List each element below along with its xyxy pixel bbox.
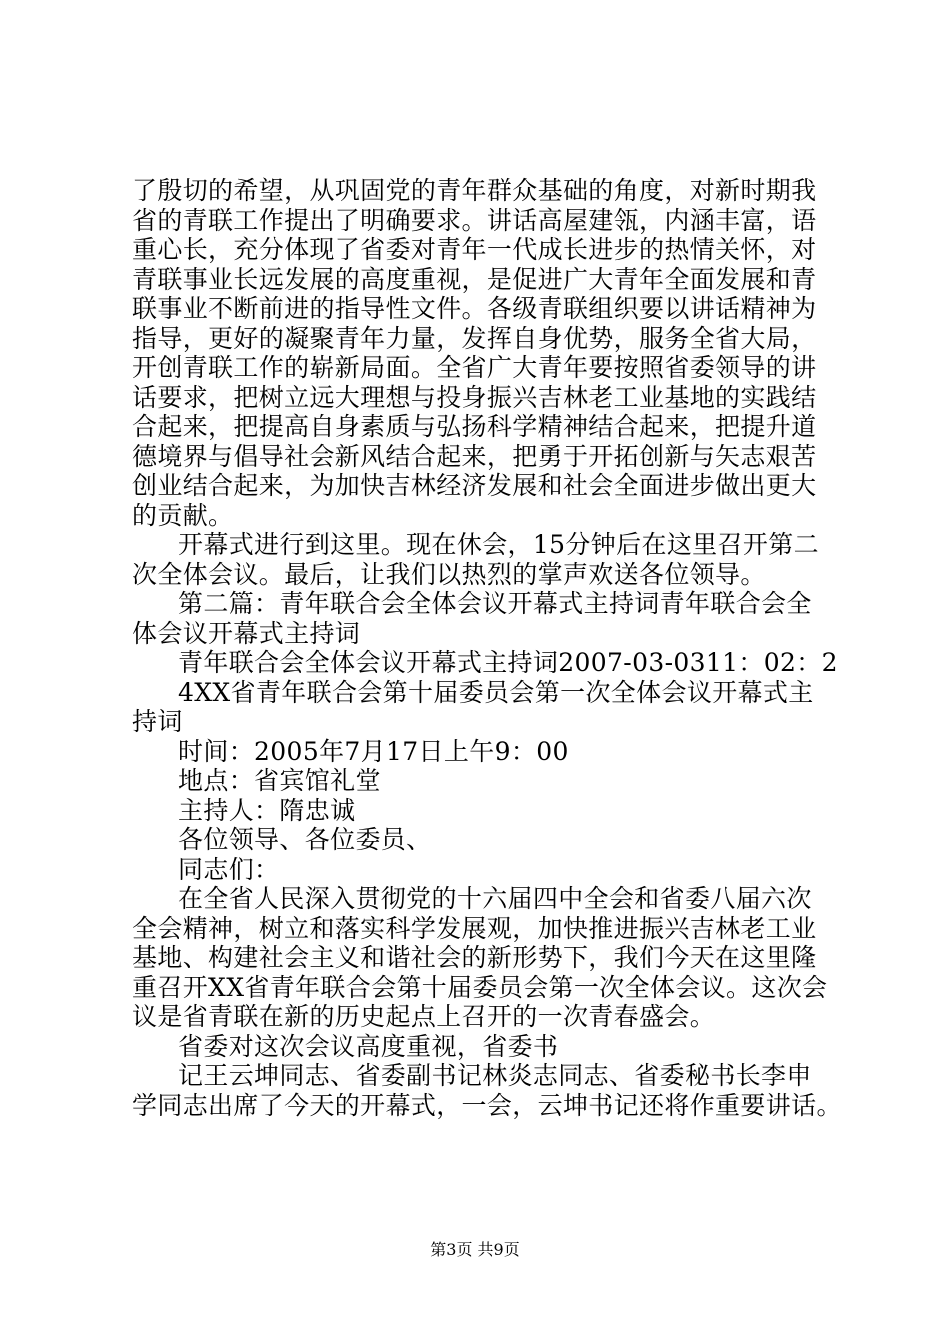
text-line: 主持人：隋忠诚 <box>178 795 356 825</box>
text-line: 联事业不断前进的指导性文件。各级青联组织要以讲话精神为 <box>132 294 817 323</box>
text-line: 地点：省宾馆礼堂 <box>178 766 381 795</box>
document-body <box>132 176 842 1120</box>
text-line: 重心长，充分体现了省委对青年一代成长进步的热情关怀，对 <box>132 235 817 264</box>
page-footer: 第3页 共9页 <box>430 1240 520 1259</box>
text-line: 第二篇：青年联合会全体会议开幕式主持词青年联合会全 <box>178 589 812 618</box>
text-line: 省的青联工作提出了明确要求。讲话高屋建瓴，内涵丰富，语 <box>132 205 817 235</box>
text-line: 青联事业长远发展的高度重视，是促进广大青年全面发展和青 <box>132 264 817 294</box>
text-line: 指导，更好的凝聚青年力量，发挥自身优势，服务全省大局， <box>132 323 817 353</box>
text-line: 德境界与倡导社会新风结合起来，把勇于开拓创新与矢志艰苦 <box>132 441 817 471</box>
text-line: 省委对这次会议高度重视，省委书 <box>178 1031 559 1061</box>
text-line: 次全体会议。最后，让我们以热烈的掌声欢送各位领导。 <box>132 559 766 589</box>
text-line: 在全省人民深入贯彻党的十六届四中全会和省委八届六次 <box>178 884 812 913</box>
text-line: 青年联合会全体会议开幕式主持词2007-03-0311：02：2 <box>178 648 838 677</box>
text-line: 体会议开幕式主持词 <box>132 618 361 648</box>
text-line: 开创青联工作的崭新局面。全省广大青年要按照省委领导的讲 <box>132 353 817 382</box>
text-line: 时间：2005年7月17日上午9：00 <box>178 736 569 766</box>
text-line: 合起来，把提高自身素质与弘扬科学精神结合起来，把提升道 <box>132 412 817 441</box>
text-line: 4XX省青年联合会第十届委员会第一次全体会议开幕式主 <box>178 677 814 707</box>
text-line: 基地、构建社会主义和谐社会的新形势下，我们今天在这里隆 <box>132 943 817 972</box>
text-line: 记王云坤同志、省委副书记林炎志同志、省委秘书长李申 <box>178 1061 812 1090</box>
text-line: 的贡献。 <box>132 500 234 530</box>
text-line: 了殷切的希望，从巩固党的青年群众基础的角度，对新时期我 <box>132 176 817 205</box>
text-line: 全会精神，树立和落实科学发展观，加快推进振兴吉林老工业 <box>132 913 817 943</box>
text-line: 同志们： <box>178 854 280 884</box>
text-line: 议是省青联在新的历史起点上召开的一次青春盛会。 <box>132 1002 716 1031</box>
text-line: 开幕式进行到这里。现在休会，15分钟后在这里召开第二 <box>178 530 819 559</box>
text-line: 话要求，把树立远大理想与投身振兴吉林老工业基地的实践结 <box>132 382 817 412</box>
text-line: 重召开XX省青年联合会第十届委员会第一次全体会议。这次会 <box>132 972 828 1002</box>
text-line: 创业结合起来，为加快吉林经济发展和社会全面进步做出更大 <box>132 471 817 500</box>
text-line: 各位领导、各位委员、 <box>178 825 432 854</box>
text-line: 持词 <box>132 707 183 736</box>
text-line: 学同志出席了今天的开幕式，一会，云坤书记还将作重要讲话。 <box>132 1090 842 1120</box>
